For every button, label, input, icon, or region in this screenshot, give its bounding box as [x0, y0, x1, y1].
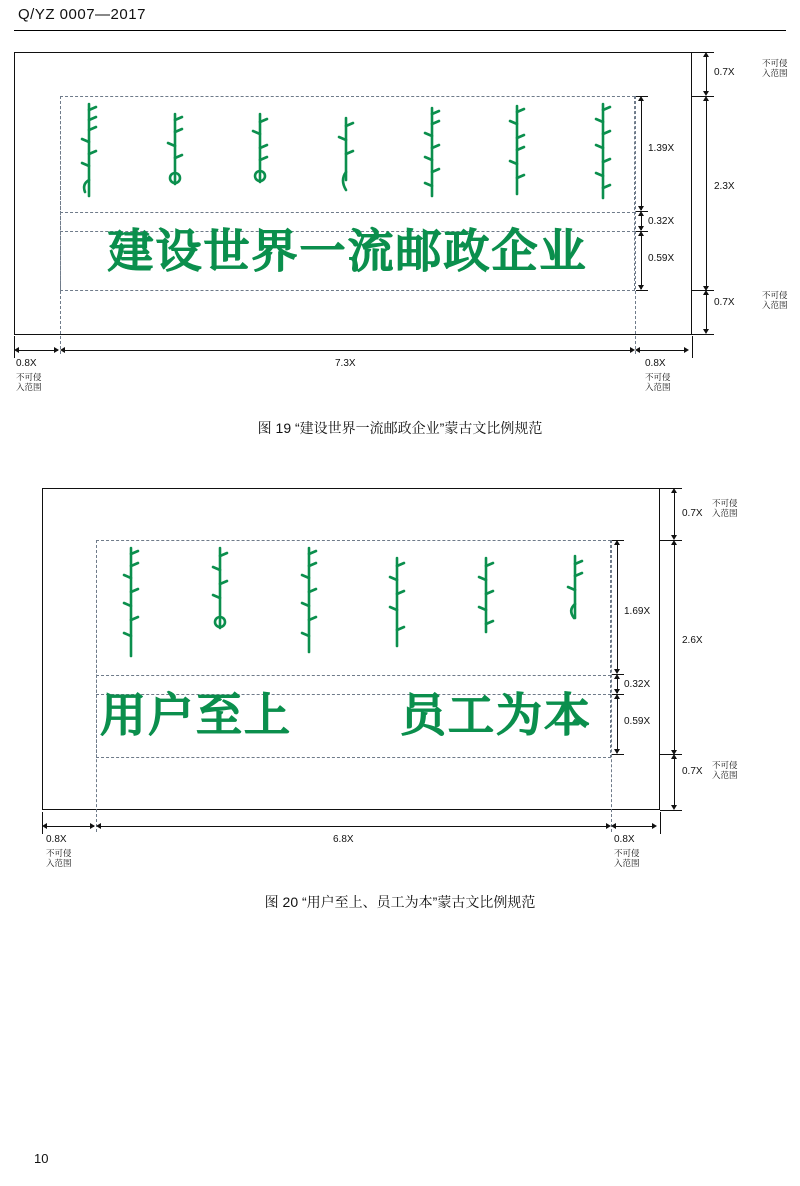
mongolian-column — [76, 100, 102, 205]
dim-label-total-height: 2.6X — [682, 635, 703, 646]
dim-line-mongolian-height — [617, 542, 618, 672]
dim-arrow-up — [671, 488, 677, 493]
mongolian-column — [504, 100, 530, 205]
margin-note-top — [712, 498, 738, 518]
dim-tick — [636, 211, 648, 212]
dim-label-total-height: 2.3X — [714, 181, 735, 192]
figure-19-caption: 图 19 “建设世界一流邮政企业”蒙古文比例规范 — [257, 420, 543, 436]
figure-20-slogan-left: 用户至上 — [100, 688, 292, 742]
dim-label-left-margin: 0.8X — [46, 834, 67, 845]
dim-arrow-up — [703, 290, 709, 295]
dim-arrow-up — [671, 754, 677, 759]
dim-arrow-down — [671, 805, 677, 810]
mongolian-column — [118, 544, 144, 669]
figure-19-guide-left — [60, 96, 61, 354]
dim-tick — [612, 754, 624, 755]
dim-line-total-height — [706, 98, 707, 288]
dim-arrow-left — [96, 823, 101, 829]
figure-19-guide-right — [635, 96, 636, 354]
dim-label-mongolian-height: 1.69X — [624, 606, 651, 617]
margin-note-line2: 入范围 — [46, 858, 72, 868]
mongolian-column — [419, 100, 445, 205]
dim-arrow-up — [671, 540, 677, 545]
dim-arrow-left — [635, 347, 640, 353]
margin-note-line2: 入范围 — [712, 770, 738, 780]
dim-arrow-left — [611, 823, 616, 829]
figure-20-mongolian-text — [118, 544, 588, 669]
dim-label-bottom-margin: 0.7X — [714, 297, 735, 308]
margin-note-bottom — [712, 760, 738, 780]
dim-extension-line — [660, 810, 682, 811]
dim-extension-line — [692, 334, 714, 335]
dim-line-right-margin — [614, 826, 654, 827]
dim-tick — [612, 694, 624, 695]
dim-label-slogan-height: 0.59X — [648, 253, 675, 264]
dim-label-right-margin: 0.8X — [645, 358, 666, 369]
dim-label-right-margin: 0.8X — [614, 834, 635, 845]
dim-label-slogan-height: 0.59X — [624, 716, 651, 727]
margin-note-line2: 入范围 — [614, 858, 640, 868]
dim-label-bottom-margin: 0.7X — [682, 766, 703, 777]
margin-note-line1: 不可侵 — [645, 372, 671, 382]
margin-note-line2: 入范围 — [762, 300, 788, 310]
mongolian-column — [384, 544, 410, 669]
mongolian-column — [473, 544, 499, 669]
dim-tick — [612, 674, 624, 675]
margin-note-bottom — [762, 290, 788, 310]
dim-label-gap: 0.32X — [624, 679, 651, 690]
margin-note-line1: 不可侵 — [16, 372, 42, 382]
figure-19 — [0, 0, 800, 440]
margin-note-line2: 入范围 — [645, 382, 671, 392]
dim-label-top-margin: 0.7X — [714, 67, 735, 78]
mongolian-column — [590, 100, 616, 205]
mongolian-column — [562, 544, 588, 669]
margin-note-line2: 入范围 — [16, 382, 42, 392]
dim-extension-line — [692, 336, 693, 358]
dim-arrow-right — [90, 823, 95, 829]
dim-label-gap: 0.32X — [648, 216, 675, 227]
dim-label-left-margin: 0.8X — [16, 358, 37, 369]
dim-arrow-right — [54, 347, 59, 353]
margin-note-right — [645, 372, 671, 392]
dim-line-total-width — [99, 826, 608, 827]
dim-arrow-left — [14, 347, 19, 353]
dim-line-total-width — [63, 350, 632, 351]
dim-extension-line — [660, 812, 661, 834]
dim-label-total-width: 6.8X — [333, 834, 354, 845]
mongolian-column — [162, 100, 188, 205]
dim-arrow-left — [60, 347, 65, 353]
dim-label-mongolian-height: 1.39X — [648, 143, 675, 154]
dim-line-slogan-height — [617, 696, 618, 752]
dim-line-top-margin — [706, 54, 707, 94]
mongolian-column — [247, 100, 273, 205]
figure-20-separator-top — [96, 675, 611, 676]
document-header-code: Q/YZ 0007—2017 — [18, 6, 146, 23]
dim-line-bottom-margin — [706, 292, 707, 332]
margin-note-left — [46, 848, 72, 868]
mongolian-column — [333, 100, 359, 205]
dim-label-top-margin: 0.7X — [682, 508, 703, 519]
page-number: 10 — [34, 1151, 49, 1166]
figure-20 — [0, 470, 800, 910]
dim-arrow-right — [684, 347, 689, 353]
figure-19-mongolian-text — [76, 100, 616, 205]
mongolian-column — [296, 544, 322, 669]
margin-note-line1: 不可侵 — [712, 760, 738, 770]
margin-note-top — [762, 58, 788, 78]
margin-note-right — [614, 848, 640, 868]
margin-note-line1: 不可侵 — [762, 58, 788, 68]
margin-note-line1: 不可侵 — [712, 498, 738, 508]
dim-line-right-margin — [638, 350, 686, 351]
dim-line-slogan-height — [641, 233, 642, 289]
margin-note-left — [16, 372, 42, 392]
dim-line-top-margin — [674, 490, 675, 538]
dim-arrow-up — [703, 52, 709, 57]
dim-tick — [636, 96, 648, 97]
figure-20-guide-left — [96, 540, 97, 832]
dim-tick — [636, 290, 648, 291]
dim-line-bottom-margin — [674, 756, 675, 808]
dim-arrow-left — [42, 823, 47, 829]
figure-20-caption: 图 20 “用户至上、员工为本”蒙古文比例规范 — [264, 894, 536, 910]
dim-tick — [612, 540, 624, 541]
dim-label-total-width: 7.3X — [335, 358, 356, 369]
figure-19-separator-top — [60, 212, 635, 213]
dim-tick — [636, 231, 648, 232]
margin-note-line2: 入范围 — [712, 508, 738, 518]
margin-note-line1: 不可侵 — [762, 290, 788, 300]
dim-line-left-margin — [44, 826, 94, 827]
dim-arrow-right — [652, 823, 657, 829]
dim-line-left-margin — [16, 350, 58, 351]
figure-19-slogan: 建设世界一流邮政企业 — [107, 224, 588, 278]
figure-20-guide-right — [611, 540, 612, 832]
mongolian-column — [207, 544, 233, 669]
figure-20-slogan-right: 员工为本 — [400, 688, 592, 742]
dim-arrow-down — [703, 329, 709, 334]
dim-line-total-height — [674, 542, 675, 752]
margin-note-line1: 不可侵 — [614, 848, 640, 858]
margin-note-line1: 不可侵 — [46, 848, 72, 858]
dim-line-mongolian-height — [641, 98, 642, 210]
dim-arrow-up — [703, 96, 709, 101]
margin-note-line2: 入范围 — [762, 68, 788, 78]
